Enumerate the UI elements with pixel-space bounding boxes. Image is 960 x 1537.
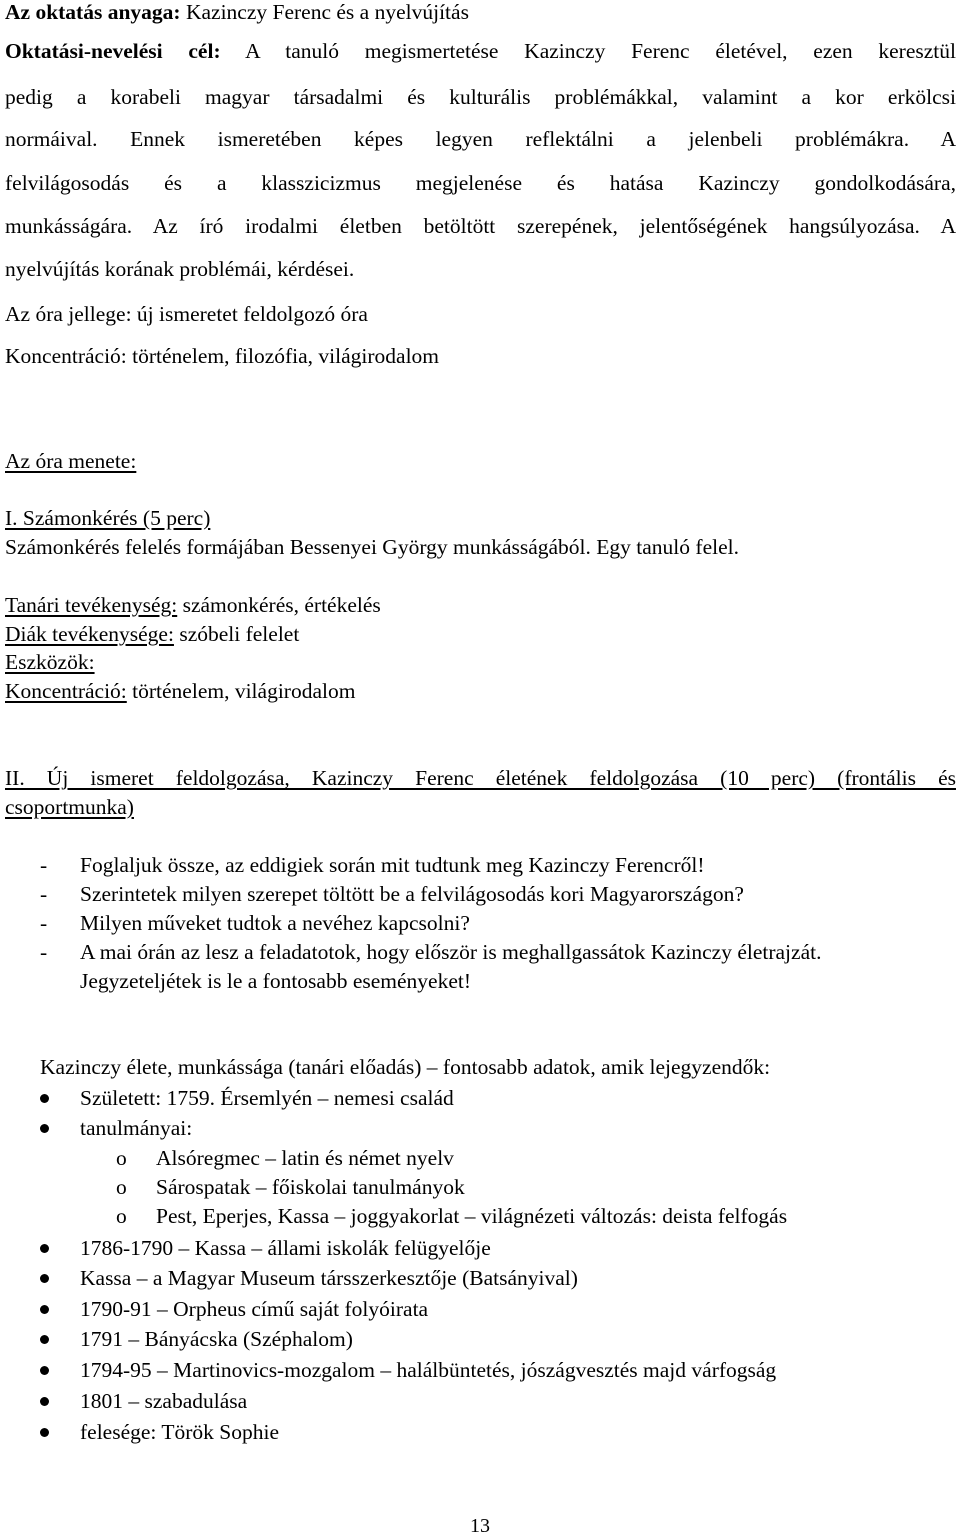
section1-text: Számonkérés felelés formájában Bessenyei György munkásságából. Egy tanuló felel. [5,535,739,559]
task-item: A mai órán az lesz a feladatotok, hogy először is meghallgassátok Kazinczy életrajzát. [80,940,822,964]
lesson-type-value: új ismeretet feldolgozó óra [131,302,368,326]
subject-value: Kazinczy Ferenc és a nyelvújítás [180,0,469,24]
bullet-icon [40,1244,49,1253]
section1-title: I. Számonkérés (5 perc) [5,506,211,530]
lesson-type-label: Az óra jellege: [5,302,132,326]
note-item: 1794-95 – Martinovics-mozgalom – halálbüntetés, jószágvesztés majd várfogság [80,1358,777,1382]
concentration-label: Koncentráció: [5,344,127,368]
sub-note-item: Sárospatak – főiskolai tanulmányok [156,1175,465,1199]
task-item: Szerintetek milyen szerepet töltött be a felvilágosodás kori Magyarországon? [80,882,744,906]
note-item: felesége: Török Sophie [80,1420,280,1444]
note-item: 1801 – szabadulása [80,1389,248,1413]
goal-label: Oktatási-nevelési cél: [5,39,221,63]
subject-label: Az oktatás anyaga: [5,0,181,24]
concentration-value: történelem, filozófia, világirodalom [126,344,440,368]
tools-label: Eszközök: [5,650,95,674]
subject-line [5,2,469,24]
note-item: Kassa – a Magyar Museum társszerkesztője (Batsányival) [80,1266,578,1290]
task-item: Milyen műveket tudtok a nevéhez kapcsolni? [80,911,470,935]
dash-marker: - [40,911,48,935]
goal-line-4: felvilágosodás és a klasszicizmus megjelenése és hatása Kazinczy gondolkodására, [5,171,956,195]
sub-note-item: Alsóregmec – latin és német nyelv [156,1146,454,1170]
bullet-icon [40,1094,49,1103]
task-item-continuation: Jegyzeteljétek is le a fontosabb eseményeket! [80,969,472,993]
page-number: 13 [470,1515,490,1537]
tools-line [5,652,95,674]
goal-line-3: normáival. Ennek ismeretében képes legyen reflektálni a jelenbeli problémákra. A [5,127,956,151]
process-title: Az óra menete: [5,449,137,473]
notes-intro: Kazinczy élete, munkássága (tanári előadás) – fontosabb adatok, amik lejegyzendők: [40,1055,771,1079]
section2-title-line-1: II. Új ismeret feldolgozása, Kazinczy Ferenc életének feldolgozása (10 perc) (frontális és [5,766,956,790]
section1-concentration-line: Koncentráció: történelem, világirodalom [5,679,356,703]
bullet-icon [40,1274,49,1283]
note-item: tanulmányai: [80,1116,193,1140]
bullet-icon [40,1124,49,1133]
bullet-icon [40,1335,49,1344]
goal-line-6: nyelvújítás korának problémái, kérdései. [5,257,355,281]
bullet-icon [40,1366,49,1375]
goal-line-2: pedig a korabeli magyar társadalmi és kulturális problémákkal, valamint a kor erkölcsi [5,85,956,109]
lesson-type-line [5,304,368,326]
student-activity-label: Diák tevékenysége: [5,622,174,646]
sub-bullet-icon: o [116,1146,127,1170]
sub-bullet-icon: o [116,1204,127,1228]
bullet-icon [40,1397,49,1406]
note-item: Született: 1759. Érsemlyén – nemesi család [80,1086,454,1110]
sub-note-item: Pest, Eperjes, Kassa – joggyakorlat – világnézeti változás: deista felfogás [156,1204,788,1228]
bullet-icon [40,1305,49,1314]
sub-bullet-icon: o [116,1175,127,1199]
goal-line-5: munkásságára. Az író irodalmi életben betöltött szerepének, jelentőségének hangsúlyozása. A [5,214,956,238]
task-item: Foglaljuk össze, az eddigiek során mit tudtunk meg Kazinczy Ferencről! [80,853,705,877]
goal-line-1: Oktatási-nevelési cél: A tanuló megismertetése Kazinczy Ferenc életével, ezen keresztül [5,39,956,63]
note-item: 1791 – Bányácska (Széphalom) [80,1327,353,1351]
note-item: 1786-1790 – Kassa – állami iskolák felügyelője [80,1236,491,1260]
section2-title-line-2: csoportmunka) [5,795,134,819]
dash-marker: - [40,853,48,877]
dash-marker: - [40,940,48,964]
student-activity-line: Diák tevékenysége: szóbeli felelet [5,622,300,646]
concentration-line [5,346,439,368]
teacher-activity-label: Tanári tevékenység: [5,593,178,617]
note-item: 1790-91 – Orpheus című saját folyóirata [80,1297,429,1321]
section1-concentration-label: Koncentráció: [5,679,127,703]
teacher-activity-line: Tanári tevékenység: számonkérés, értékelés [5,593,381,617]
dash-marker: - [40,882,48,906]
bullet-icon [40,1428,49,1437]
